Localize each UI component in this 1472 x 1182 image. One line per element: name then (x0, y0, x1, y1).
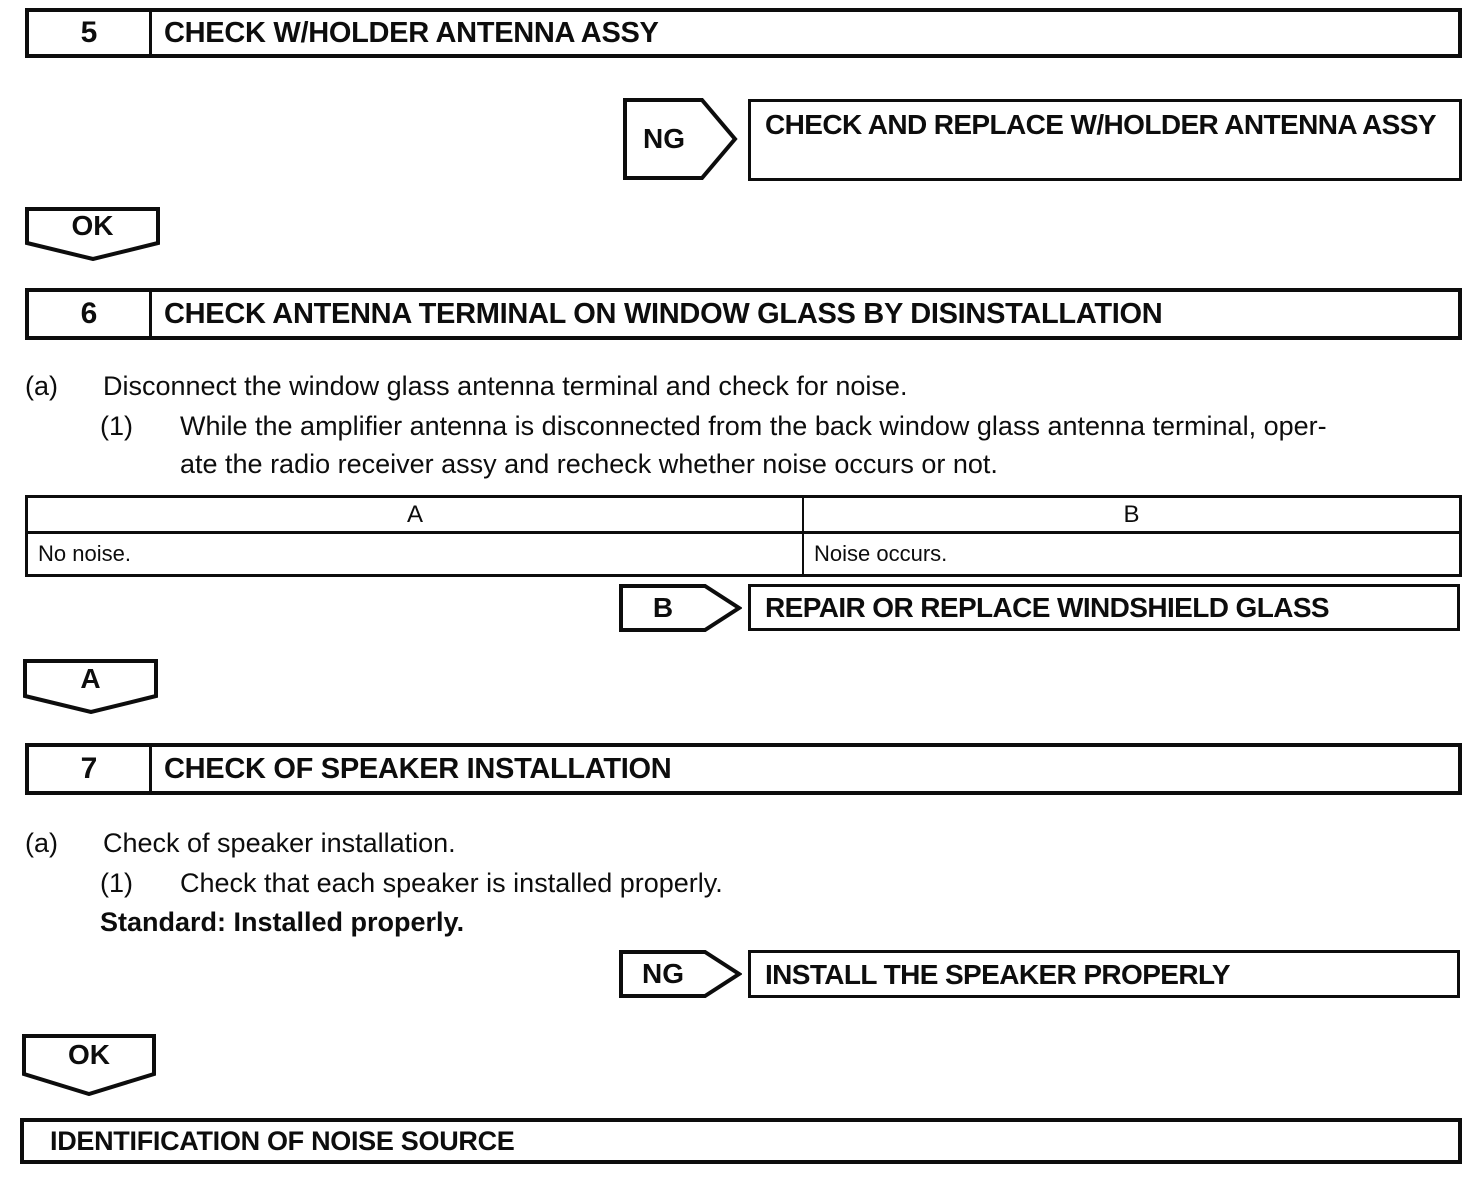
ok1-flag-label: OK (71, 210, 114, 241)
ng2-action-box (748, 950, 1460, 998)
step6-item-1-line2: ate the radio receiver assy and recheck whether noise occurs or not. (180, 449, 998, 479)
b-flag-label: B (652, 592, 674, 623)
step6-header (25, 288, 1462, 340)
b-action-box (748, 584, 1460, 631)
step7-title: CHECK OF SPEAKER INSTALLATION (164, 752, 672, 785)
step6-title: CHECK ANTENNA TERMINAL ON WINDOW GLASS BY DISINSTALLATION (164, 297, 1163, 330)
ng2-flag-label: NG (642, 958, 684, 989)
result-table-cell-a: No noise. (28, 534, 804, 574)
b-action-text: REPAIR OR REPLACE WINDSHIELD GLASS (765, 592, 1330, 623)
step7-item-a-text: Check of speaker installation. (103, 828, 456, 858)
step7-item-1-marker: (1) (100, 868, 133, 898)
step6-item-a (25, 367, 1465, 405)
ng1-action-text: CHECK AND REPLACE W/HOLDER ANTENNA ASSY (765, 109, 1436, 140)
step7-item-1-text: Check that each speaker is installed properly. (180, 868, 723, 898)
ok1-flag (25, 207, 160, 261)
result-table-cell-b: Noise occurs. (814, 541, 948, 566)
step5-number: 5 (29, 12, 152, 54)
step7-number: 7 (29, 747, 152, 791)
ng1-flag (622, 97, 738, 181)
step5-header (25, 8, 1462, 58)
ok2-flag-label: OK (68, 1039, 110, 1070)
step6-item-a-text: Disconnect the window glass antenna terminal and check for noise. (103, 371, 908, 401)
step7-header (25, 743, 1462, 795)
step5-title: CHECK W/HOLDER ANTENNA ASSY (164, 16, 659, 49)
step6-item-a-marker: (a) (25, 371, 58, 401)
a-flag (23, 659, 158, 714)
footer-box (20, 1118, 1462, 1164)
ng2-action-text: INSTALL THE SPEAKER PROPERLY (765, 958, 1230, 990)
step6-number: 6 (29, 292, 152, 336)
ng2-flag (618, 949, 742, 999)
step7-item-1 (100, 864, 1468, 902)
step6-item-1-line1: While the amplifier antenna is disconnected from the back window glass antenna terminal, oper- (180, 411, 1327, 441)
ok2-flag (22, 1034, 156, 1096)
step6-item-1-marker: (1) (100, 411, 133, 441)
step7-standard: Standard: Installed properly. (100, 907, 465, 937)
step6-item-1 (100, 407, 1468, 483)
ng1-action-box (748, 99, 1462, 181)
step7-item-a (25, 824, 1465, 862)
result-table (25, 495, 1462, 577)
result-table-header-a: A (28, 498, 804, 534)
step6-item-1-text (180, 407, 1468, 483)
result-table-header-b: B (804, 498, 1459, 534)
footer-title: IDENTIFICATION OF NOISE SOURCE (50, 1125, 515, 1156)
step7-item-a-marker: (a) (25, 828, 58, 858)
a-flag-label: A (80, 662, 101, 694)
b-flag (618, 583, 742, 633)
ng1-flag-label: NG (643, 123, 685, 154)
